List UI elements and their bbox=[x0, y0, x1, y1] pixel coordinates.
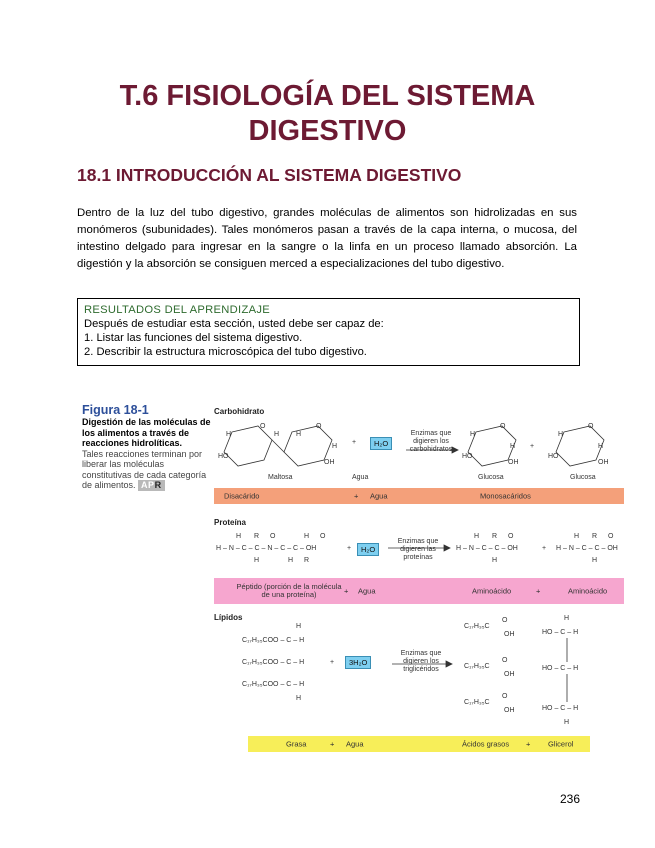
figure-caption bbox=[82, 403, 212, 491]
svg-text:H: H bbox=[226, 431, 232, 438]
svg-text:O: O bbox=[502, 693, 508, 700]
carb-band-right: Monosacáridos bbox=[480, 491, 531, 501]
glucose-label-b: Glucosa bbox=[570, 474, 596, 481]
learning-outcomes-lead: Después de estudiar esta sección, usted debe ser capaz de: bbox=[84, 318, 384, 330]
svg-text:O: O bbox=[316, 423, 322, 430]
lipid-band-plus: + bbox=[330, 739, 335, 749]
learning-outcomes-box bbox=[77, 298, 580, 366]
svg-text:R: R bbox=[492, 533, 498, 540]
figure-number: Figura 18-1 bbox=[82, 403, 149, 417]
lipid-water-pill: 3H₂O bbox=[345, 656, 371, 669]
svg-text:H: H bbox=[574, 533, 580, 540]
learning-outcome-item: 2. Describir la estructura microscópica del tubo digestivo. bbox=[84, 346, 367, 358]
svg-text:+: + bbox=[347, 545, 352, 552]
svg-text:H: H bbox=[296, 431, 302, 438]
svg-text:OH: OH bbox=[598, 459, 609, 466]
svg-text:H: H bbox=[492, 557, 498, 564]
carb-band-mid: Agua bbox=[370, 491, 388, 501]
svg-text:O: O bbox=[260, 423, 266, 430]
svg-text:OH: OH bbox=[504, 707, 515, 714]
svg-text:HO – C – H: HO – C – H bbox=[542, 629, 579, 636]
svg-text:OH: OH bbox=[508, 459, 519, 466]
carb-band-plus: + bbox=[354, 491, 359, 501]
svg-text:H: H bbox=[296, 623, 302, 630]
svg-text:H: H bbox=[510, 443, 516, 450]
svg-text:HO – C – H: HO – C – H bbox=[542, 665, 579, 672]
page-title-line2: DIGESTIVO bbox=[248, 115, 407, 147]
lipid-enzyme-label: Enzimas que digieren los triglicéridos bbox=[400, 650, 442, 673]
svg-text:H: H bbox=[274, 431, 280, 438]
svg-text:OH: OH bbox=[504, 671, 515, 678]
protein-enzyme-label: Enzimas que digieren las proteínas bbox=[397, 538, 439, 561]
svg-text:H: H bbox=[564, 615, 570, 622]
protein-band-plus-2: + bbox=[536, 586, 541, 596]
learning-outcome-item: 1. Listar las funciones del sistema digestivo. bbox=[84, 332, 303, 344]
lipid-band bbox=[248, 736, 590, 752]
svg-text:C₁₇H₃₅COO – C – H: C₁₇H₃₅COO – C – H bbox=[242, 659, 305, 666]
svg-text:H – N – C – C – OH: H – N – C – C – OH bbox=[456, 545, 518, 552]
svg-text:HO: HO bbox=[462, 453, 473, 460]
glucose-label-a: Glucosa bbox=[478, 474, 504, 481]
aplr-badge-a: AP bbox=[141, 480, 155, 490]
svg-text:O: O bbox=[588, 423, 594, 430]
svg-text:+: + bbox=[542, 545, 547, 552]
carb-plus-water-label: Agua bbox=[352, 474, 369, 481]
svg-text:H: H bbox=[474, 533, 480, 540]
section-heading: 18.1 INTRODUCCIÓN AL SISTEMA DIGESTIVO bbox=[77, 165, 462, 185]
svg-text:H: H bbox=[304, 533, 310, 540]
carbohydrate-label: Carbohidrato bbox=[214, 407, 265, 416]
svg-text:H: H bbox=[296, 695, 302, 702]
carb-band-left: Disacárido bbox=[224, 491, 260, 501]
svg-text:H: H bbox=[558, 431, 564, 438]
svg-text:C₁₇H₃₅C: C₁₇H₃₅C bbox=[464, 699, 490, 706]
svg-text:O: O bbox=[608, 533, 614, 540]
protein-band-mid: Agua bbox=[358, 586, 376, 596]
carb-band bbox=[214, 488, 624, 504]
svg-text:O: O bbox=[502, 617, 508, 624]
svg-text:R: R bbox=[592, 533, 598, 540]
svg-text:H: H bbox=[254, 557, 260, 564]
maltose-label: Maltosa bbox=[268, 474, 293, 481]
svg-text:C₁₇H₃₅COO – C – H: C₁₇H₃₅COO – C – H bbox=[242, 637, 305, 644]
svg-text:C₁₇H₃₅COO – C – H: C₁₇H₃₅COO – C – H bbox=[242, 681, 305, 688]
svg-text:O: O bbox=[270, 533, 276, 540]
svg-text:+: + bbox=[330, 659, 335, 666]
svg-text:H – N – C – C – N – C – C – OH: H – N – C – C – N – C – C – OH bbox=[216, 545, 317, 552]
svg-text:C₁₇H₃₅C: C₁₇H₃₅C bbox=[464, 623, 490, 630]
protein-band-right-a: Aminoácido bbox=[472, 586, 512, 596]
svg-text:OH: OH bbox=[324, 459, 335, 466]
lipid-band-plus-2: + bbox=[526, 739, 531, 749]
protein-water-pill: H₂O bbox=[357, 543, 379, 556]
intro-paragraph: Dentro de la luz del tubo digestivo, grandes moléculas de alimentos son hidrolizadas en sus monómeros (subunidades). Tales monómeros pasan a través de la capa interna, o mucosa, del intestino delgado para ingresar en la sangre o la linfa en un proceso llamado absorción. La digestión y la absorción se consiguen merced a especializaciones del tubo digestivo. bbox=[77, 207, 577, 270]
lipid-band-left: Grasa bbox=[286, 739, 307, 749]
svg-text:H: H bbox=[236, 533, 242, 540]
protein-band-left: Péptido (porción de la molécula de una proteína) bbox=[236, 582, 342, 599]
svg-text:H: H bbox=[332, 443, 338, 450]
aplr-badge bbox=[138, 480, 165, 491]
lipid-label: Lípidos bbox=[214, 613, 243, 622]
svg-text:H: H bbox=[598, 443, 604, 450]
svg-text:H – N – C – C – OH: H – N – C – C – OH bbox=[556, 545, 618, 552]
page-number: 236 bbox=[560, 792, 581, 806]
svg-text:HO: HO bbox=[548, 453, 559, 460]
svg-text:O: O bbox=[320, 533, 326, 540]
svg-text:+: + bbox=[352, 439, 357, 446]
aplr-badge-b: R bbox=[154, 480, 162, 490]
svg-text:R: R bbox=[304, 557, 310, 564]
svg-text:HO: HO bbox=[218, 453, 229, 460]
svg-text:+: + bbox=[530, 443, 535, 450]
svg-text:O: O bbox=[500, 423, 506, 430]
svg-text:HO – C – H: HO – C – H bbox=[542, 705, 579, 712]
svg-text:H: H bbox=[470, 431, 476, 438]
carb-enzyme-label: Enzimas que digieren los carbohidratos bbox=[409, 430, 453, 453]
protein-label: Proteína bbox=[214, 518, 247, 527]
svg-text:O: O bbox=[502, 657, 508, 664]
lipid-band-right-a: Ácidos grasos bbox=[462, 739, 510, 749]
protein-band-right-b: Aminoácido bbox=[568, 586, 608, 596]
svg-text:H: H bbox=[288, 557, 294, 564]
lipid-band-right-b: Glicerol bbox=[548, 739, 574, 749]
svg-text:H: H bbox=[564, 719, 570, 726]
figure-caption-bold: Digestión de las moléculas de los alimentos a través de reacciones hidrolíticas. bbox=[82, 417, 211, 448]
lipid-band-mid: Agua bbox=[346, 739, 364, 749]
svg-text:H: H bbox=[592, 557, 598, 564]
carb-water-pill: H₂O bbox=[370, 437, 392, 450]
svg-text:C₁₇H₃₅C: C₁₇H₃₅C bbox=[464, 663, 490, 670]
svg-text:OH: OH bbox=[504, 631, 515, 638]
learning-outcomes-heading: RESULTADOS DEL APRENDIZAJE bbox=[84, 304, 271, 316]
protein-band-plus: + bbox=[344, 586, 349, 596]
svg-text:O: O bbox=[508, 533, 514, 540]
protein-band bbox=[214, 578, 624, 604]
svg-text:R: R bbox=[254, 533, 260, 540]
page-title-line1: T.6 FISIOLOGÍA DEL SISTEMA bbox=[119, 80, 536, 112]
figure-caption-text: Tales reacciones terminan por liberar las moléculas constitutivas de cada categoría de alimentos. bbox=[82, 448, 207, 490]
